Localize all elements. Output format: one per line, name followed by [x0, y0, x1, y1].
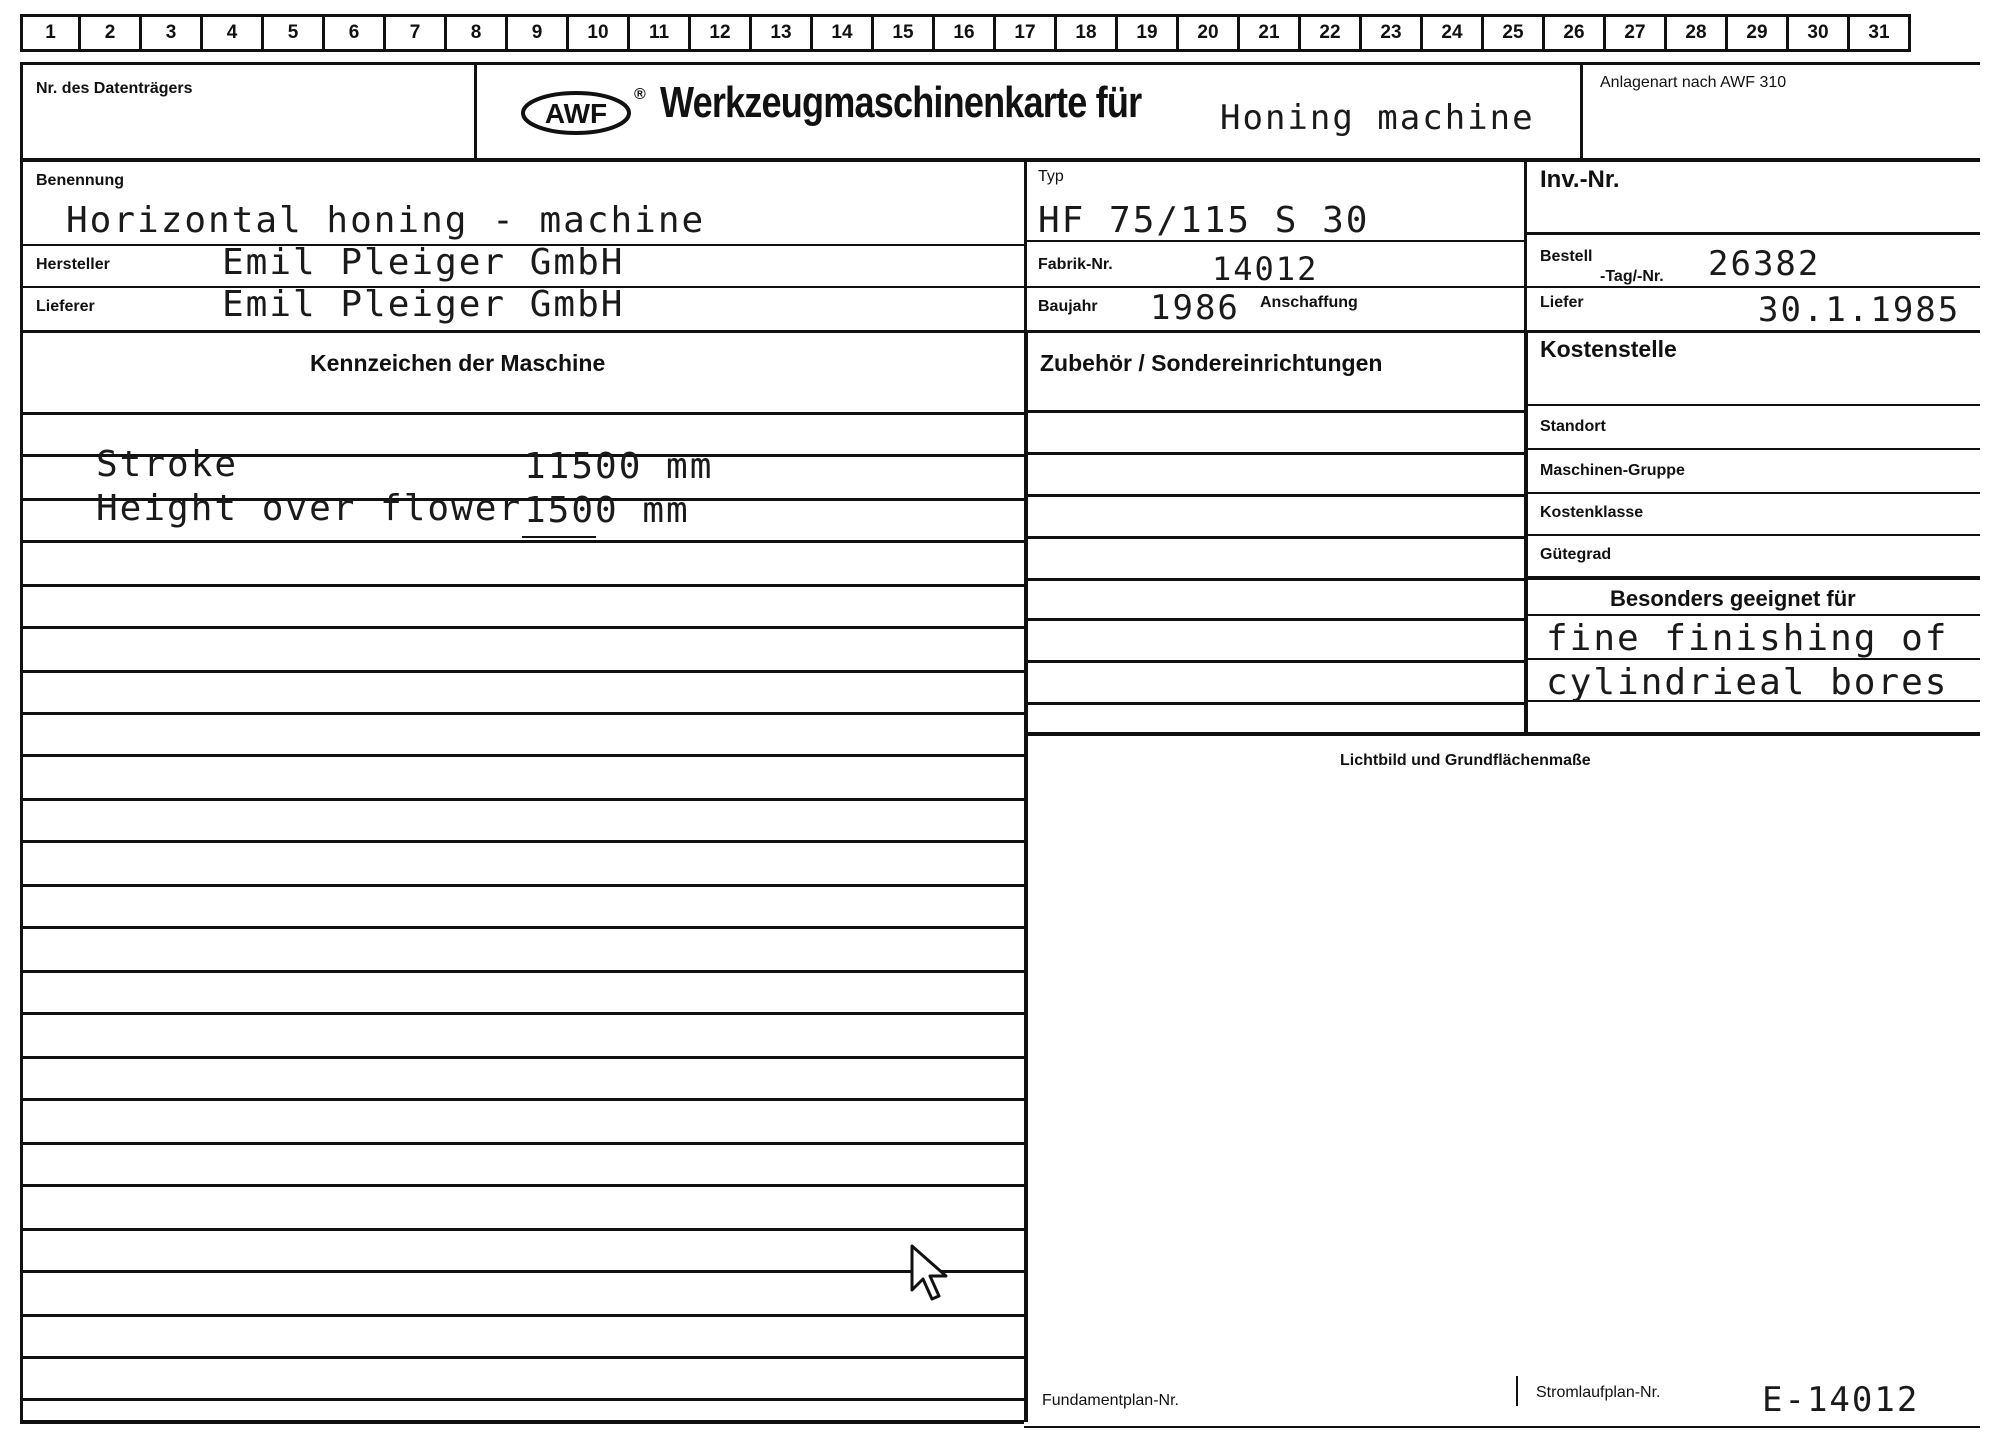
fabrik-nr-value: 14012: [1212, 250, 1319, 288]
ruled-line: [1024, 702, 1524, 705]
svg-text:AWF: AWF: [544, 98, 608, 129]
column-number-cell: 3: [142, 14, 203, 52]
registered-mark: ®: [634, 86, 646, 103]
column-number-cell: 22: [1301, 14, 1362, 52]
ruled-line: [20, 626, 1024, 629]
ruled-line: [20, 1056, 1024, 1059]
column-number-cell: 23: [1362, 14, 1423, 52]
column-number-cell: 13: [752, 14, 813, 52]
ruled-line: [20, 1142, 1024, 1145]
hersteller-label: Hersteller: [36, 256, 110, 273]
divider: [1024, 732, 1980, 736]
bottom-border: [20, 1420, 1024, 1424]
ruled-line: [20, 798, 1024, 801]
hersteller-value: Emil Pleiger GmbH: [222, 242, 625, 283]
divider: [1524, 158, 1527, 336]
column-number-cell: 27: [1606, 14, 1667, 52]
column-number-cell: 1: [20, 14, 81, 52]
stromlaufplan-value: E-14012: [1762, 1380, 1920, 1420]
fabrik-nr-label: Fabrik-Nr.: [1038, 256, 1113, 273]
divider: [1524, 404, 1980, 406]
spec-value-height: 1500 mm: [524, 490, 690, 531]
ruled-line: [20, 884, 1024, 887]
column-number-cell: 6: [325, 14, 386, 52]
divider: [1524, 232, 1980, 235]
ruled-line: [20, 670, 1024, 673]
ruled-line: [20, 1356, 1024, 1359]
column-number-cell: 26: [1545, 14, 1606, 52]
liefer-value: 30.1.1985: [1758, 290, 1961, 330]
zubehoer-heading: Zubehör / Sondereinrichtungen: [1040, 350, 1383, 376]
ruled-line: [20, 970, 1024, 973]
column-number-cell: 29: [1728, 14, 1789, 52]
ruled-line: [1024, 660, 1524, 663]
divider: [20, 330, 1980, 333]
bestell-label: Bestell: [1540, 248, 1593, 265]
divider: [1580, 62, 1583, 158]
lichtbild-heading: Lichtbild und Grundflächenmaße: [1340, 752, 1591, 769]
divider: [1524, 614, 1980, 616]
maschinen-gruppe-label: Maschinen-Gruppe: [1540, 462, 1685, 479]
column-number-cell: 18: [1057, 14, 1118, 52]
column-number-cell: 24: [1423, 14, 1484, 52]
kostenklasse-label: Kostenklasse: [1540, 504, 1644, 521]
divider: [1524, 576, 1980, 580]
baujahr-value: 1986: [1150, 288, 1240, 328]
column-number-cell: 8: [447, 14, 508, 52]
spec-value-stroke: 11500 mm: [524, 446, 714, 487]
benennung-label: Benennung: [36, 172, 124, 189]
column-number-cell: 15: [874, 14, 935, 52]
column-number-cell: 10: [569, 14, 630, 52]
ruled-line: [20, 1398, 1024, 1401]
ruled-line: [20, 1012, 1024, 1015]
spec-name-height: Height over flower: [96, 488, 523, 529]
ruled-line: [20, 926, 1024, 929]
column-number-cell: 19: [1118, 14, 1179, 52]
ruled-line: [20, 1228, 1024, 1231]
guetegrad-label: Gütegrad: [1540, 546, 1612, 563]
datentraeger-label: Nr. des Datenträgers: [36, 80, 193, 97]
ruled-line: [1024, 536, 1524, 539]
anlagenart-label: Anlagenart nach AWF 310: [1600, 74, 1787, 91]
kostenstelle-label: Kostenstelle: [1540, 336, 1677, 362]
benennung-value: Horizontal honing - machine: [66, 200, 706, 241]
ruled-line: [20, 1098, 1024, 1101]
column-number-cell: 28: [1667, 14, 1728, 52]
ruled-line: [20, 1270, 1024, 1273]
anschaffung-label: Anschaffung: [1260, 294, 1358, 311]
card-title: Werkzeugmaschinenkarte für: [660, 78, 1142, 127]
column-number-cell: 4: [203, 14, 264, 52]
column-number-cell: 25: [1484, 14, 1545, 52]
lieferer-value: Emil Pleiger GmbH: [222, 284, 625, 325]
column-number-cell: 21: [1240, 14, 1301, 52]
machine-record-card: [20, 14, 2006, 1434]
column-number-cell: 31: [1850, 14, 1911, 52]
ruled-line: [20, 1184, 1024, 1187]
divider: [20, 62, 1980, 65]
divider: [1524, 492, 1980, 494]
divider: [20, 158, 1980, 162]
typ-value: HF 75/115 S 30: [1038, 200, 1370, 241]
column-number-cell: 17: [996, 14, 1057, 52]
besonders-line-2: cylindrieal bores: [1546, 662, 1949, 703]
ruled-line: [20, 754, 1024, 757]
divider: [1524, 534, 1980, 536]
column-number-cell: 9: [508, 14, 569, 52]
ruled-line: [20, 412, 1024, 415]
ruled-line: [20, 840, 1024, 843]
kennzeichen-heading: Kennzeichen der Maschine: [310, 350, 606, 376]
tag-nr-label: -Tag/-Nr.: [1600, 268, 1664, 285]
column-number-cell: 5: [264, 14, 325, 52]
machine-kind-value: Honing machine: [1220, 98, 1535, 138]
ruled-line: [1024, 618, 1524, 621]
besonders-line-1: fine finishing of: [1546, 618, 1949, 659]
divider: [1024, 158, 1027, 336]
besonders-heading: Besonders geeignet für: [1610, 586, 1856, 611]
column-number-cell: 11: [630, 14, 691, 52]
lieferer-label: Lieferer: [36, 298, 95, 315]
column-number-cell: 2: [81, 14, 142, 52]
column-number-cell: 7: [386, 14, 447, 52]
column-number-cell: 20: [1179, 14, 1240, 52]
underline: [522, 536, 596, 538]
ruled-line: [20, 712, 1024, 715]
ruled-line: [1024, 410, 1524, 413]
spec-name-stroke: Stroke: [96, 444, 239, 485]
awf-logo-icon: [520, 90, 632, 136]
column-number-strip: [20, 14, 1911, 54]
bestell-value: 26382: [1708, 244, 1821, 284]
baujahr-label: Baujahr: [1038, 298, 1098, 315]
liefer-label: Liefer: [1540, 294, 1584, 311]
left-border: [20, 62, 23, 1422]
ruled-line: [1024, 494, 1524, 497]
ruled-line: [20, 584, 1024, 587]
ruled-line: [1024, 452, 1524, 455]
standort-label: Standort: [1540, 418, 1606, 435]
divider: [1524, 330, 1528, 732]
divider: [1516, 1376, 1518, 1406]
divider: [474, 62, 477, 158]
column-number-cell: 12: [691, 14, 752, 52]
mouse-pointer-icon: [910, 1244, 950, 1302]
divider: [1524, 448, 1980, 450]
stromlaufplan-label: Stromlaufplan-Nr.: [1536, 1384, 1661, 1401]
ruled-line: [20, 1314, 1024, 1317]
column-number-cell: 16: [935, 14, 996, 52]
fundamentplan-label: Fundamentplan-Nr.: [1042, 1392, 1179, 1409]
ruled-line: [20, 540, 1024, 543]
bottom-border: [1024, 1426, 1980, 1428]
column-number-cell: 30: [1789, 14, 1850, 52]
inv-nr-label: Inv.-Nr.: [1540, 166, 1620, 193]
typ-label: Typ: [1038, 168, 1064, 185]
ruled-line: [1024, 578, 1524, 581]
column-number-cell: 14: [813, 14, 874, 52]
